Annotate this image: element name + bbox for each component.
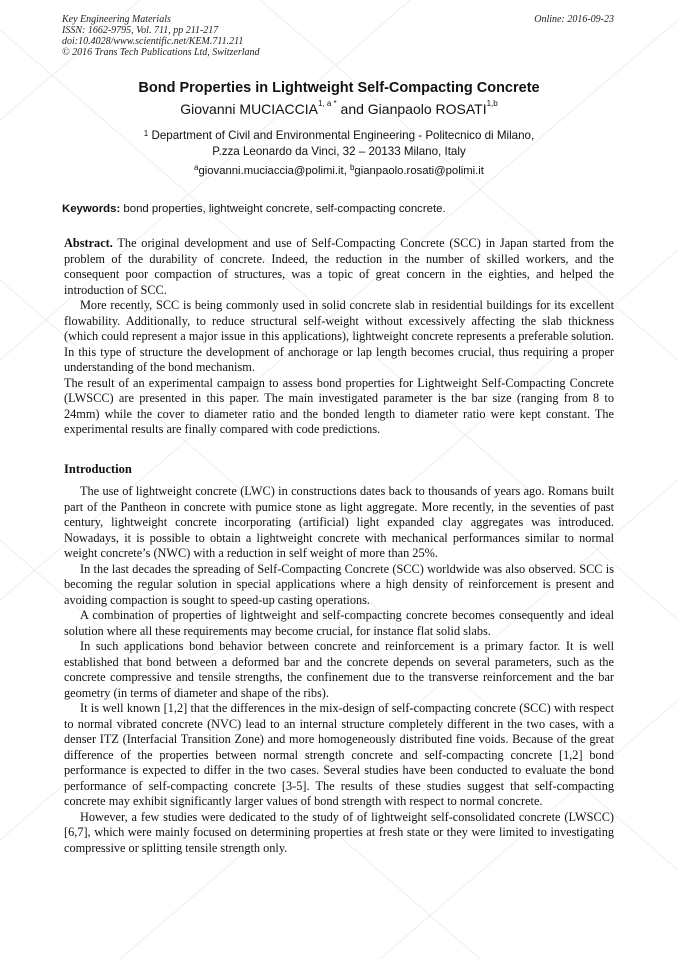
copyright-line: © 2016 Trans Tech Publications Ltd, Switzerland — [62, 47, 260, 58]
online-date: Online: 2016-09-23 — [534, 14, 614, 25]
doi-line: doi:10.4028/www.scientific.net/KEM.711.211 — [62, 36, 244, 47]
author-2: Gianpaolo ROSATI — [367, 101, 487, 117]
intro-paragraph: The use of lightweight concrete (LWC) in constructions dates back to thousands of years ago. Romans built part of the Pantheon in concrete with pumice stone as light aggregate. More recently, in the seventies of past century, lightweight concrete incorporating (artificial) light expanded clay aggregates was introduced. Nowadays, it is possible to obtain a lightweight concrete with mechanical performances similar to normal weight concrete’s (NWC) with a reduction in self weight of more than 25%. — [64, 484, 614, 560]
paper-title: Bond Properties in Lightweight Self-Compacting Concrete — [138, 80, 540, 96]
affiliation-mark: 1 — [143, 129, 149, 138]
abstract-paragraph-2: More recently, SCC is being commonly used in solid concrete slab in residential buildings for its excellent flowability. Additionally, to reduce structural self-weight without excessively affecting the slab thickness (which could represent a major issue in this applications), lightweight concrete represents a preferable solution. In this type of structure the development of anchorage or lap length becomes crucial, thus requiring a proper understanding of the bond mechanism. — [64, 298, 614, 374]
email-b: gianpaolo.rosati@polimi.it — [354, 165, 484, 177]
intro-paragraph: However, a few studies were dedicated to the study of of lightweight self-consolidated concrete (LWSCC) [6,7], which were mainly focused on determining properties at fresh state or they were limited to investigating compressive or splitting tensile strength only. — [64, 809, 614, 855]
author-line — [0, 101, 678, 117]
author-conjunction: and — [336, 101, 368, 117]
affiliation — [0, 128, 678, 160]
email-b-mark: b — [349, 163, 355, 172]
abstract-paragraph-3: The result of an experimental campaign to assess bond properties for Lightweight Self-Compacting Concrete (LWSCC) are presented in this paper. The main investigated parameter is the bar size (ranging from 8 to 24mm) while the cover to diameter ratio and the bonded length to diameter ratio were kept constant. The experimental results are finally compared with code predictions. — [64, 375, 614, 436]
keywords — [62, 203, 618, 215]
email-a-mark: a — [194, 163, 199, 172]
author-2-affiliation-mark: 1,b — [486, 99, 498, 108]
issn-line: ISSN: 1662-9795, Vol. 711, pp 211-217 — [62, 25, 219, 36]
introduction-section — [64, 484, 614, 856]
intro-paragraph: It is well known [1,2] that the differences in the mix-design of self-compacting concrete (SCC) with respect to normal vibrated concrete (NVC) lead to an internal structure completely different in the two cases, with a denser ITZ (Interfacial Transition Zone) and more homogeneously distributed fine voids. Because of the great difference of the properties between normal strength concrete and self-compacting concrete [1,2] bond performance is expected to differ in the two cases. Several studies have been conducted to evaluate the bond performance of self-compacting concrete [3-5]. The results of these studies suggest that self-compacting concrete may exhibit significantly larger values of bond strength with respect to normal concrete. — [64, 701, 614, 808]
abstract-paragraph-1: The original development and use of Self-Compacting Concrete (SCC) in Japan started from the problem of the durability of concrete. Indeed, the reduction in the number of skilled workers, and the consequent poor compaction of structures, was a topic of great concern in the eighties, and helped the introduction of SCC. — [64, 236, 614, 297]
affiliation-line-1: Department of Civil and Environmental Engineering - Politecnico di Milano, — [148, 129, 535, 142]
intro-paragraph: A combination of properties of lightweight and self-compacting concrete becomes consequently and ideal solution where all these requirements may become crucial, for instance flat solid slabs. — [64, 608, 614, 638]
author-1: Giovanni MUCIACCIA — [180, 101, 318, 117]
introduction-heading: Introduction — [64, 462, 132, 476]
keywords-label: Keywords: — [62, 203, 121, 215]
abstract-section — [64, 236, 614, 438]
intro-paragraph: In such applications bond behavior between concrete and reinforcement is a primary factor. It is well established that bond between a deformed bar and the concrete depends on several parameters, such as the concrete compressive and tensile strengths, the confinement due to the transverse reinforcement and the bar geometry (in terms of diameter and shape of the ribs). — [64, 639, 614, 700]
affiliation-line-2: P.zza Leonardo da Vinci, 32 – 20133 Milano, Italy — [212, 145, 466, 158]
email-a: giovanni.muciaccia@polimi.it, — [198, 165, 350, 177]
author-emails — [0, 165, 678, 177]
abstract-label: Abstract. — [64, 236, 113, 250]
intro-paragraph: In the last decades the spreading of Self-Compacting Concrete (SCC) worldwide was also observed. SCC is becoming the regular solution in special applications where a high density of reinforcement is present and avoiding compaction is sought to speed-up casting operations. — [64, 561, 614, 607]
journal-header — [62, 14, 260, 58]
keywords-text: bond properties, lightweight concrete, self-compacting concrete. — [120, 203, 446, 215]
journal-name: Key Engineering Materials — [62, 14, 171, 25]
author-1-affiliation-mark: 1, a * — [317, 99, 337, 108]
